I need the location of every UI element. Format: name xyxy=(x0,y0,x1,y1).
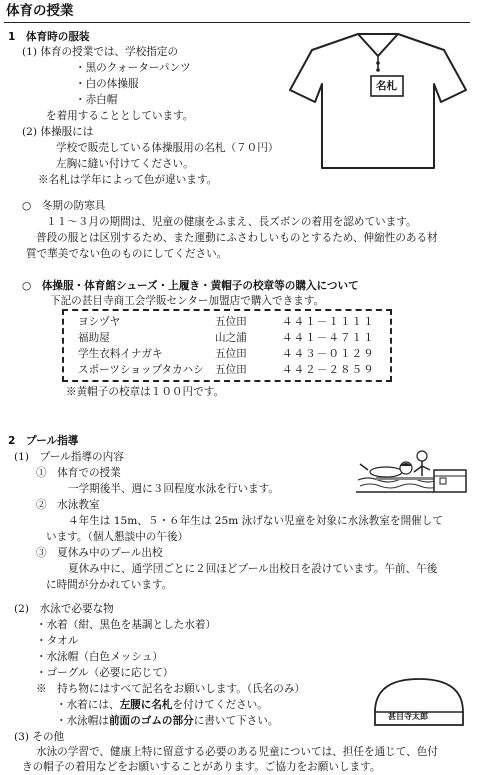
pool-class-text: 一学期後半、週に３回程度水泳を行います。 xyxy=(68,483,280,495)
instruction-text: ・水泳帽は xyxy=(56,715,109,727)
shop-phone: ４４２－２８５９ xyxy=(282,364,375,376)
page-title: 体育の授業 xyxy=(6,3,74,19)
shop-area: 五位田 xyxy=(215,364,247,376)
swim-school-line1: ４年生は 15m、５・６年生は 25m 泳げない児童を対象に水泳教室を開催して xyxy=(68,515,443,527)
swim-items-heading: (2) 水泳で必要な物 xyxy=(14,603,114,615)
winter-line3: 質で華美でない色のものにしてください。 xyxy=(26,248,228,260)
section1-note: ※名札は学年によって色が違います。 xyxy=(38,174,218,186)
winter-heading: ○ 冬期の防寒具 xyxy=(22,200,106,212)
other-heading: (3) その他 xyxy=(14,731,65,743)
swim-school-line2: います。（個人懇談中の午後） xyxy=(46,531,189,543)
purchase-intro: 下記の甚目寺商工会学販センター加盟店で購入できます。 xyxy=(50,295,325,307)
instruction-emphasis: 前面のゴムの部分 xyxy=(108,715,194,727)
clothing-black-pants: ・黒のクォーターパンツ xyxy=(75,62,191,74)
shop-name: スポーツショップタカハシ xyxy=(78,364,204,376)
clothing-white-shirt: ・白の体操服 xyxy=(75,78,139,90)
tshirt-illustration xyxy=(286,30,470,170)
shop-phone: ４４３－０１２９ xyxy=(282,348,375,360)
shop-name: 学生衣料イナガキ xyxy=(78,348,163,360)
shop-name: ヨシヅヤ xyxy=(78,316,121,328)
swim-cap-name-label: 甚目寺太郎 xyxy=(388,712,428,721)
instruction-text: ・水着には、 xyxy=(56,699,120,711)
instruction-text: を付けてください。 xyxy=(172,699,268,711)
other-line2: きの帽子の着用などをお願いすることがあります。ご協力をお願いします。 xyxy=(22,761,381,773)
shop-area: 五位田 xyxy=(215,316,247,328)
shop-area: 五位田 xyxy=(215,348,247,360)
pool-class-heading: ① 体育での授業 xyxy=(36,467,121,479)
shop-phone: ４４１－４７１１ xyxy=(282,332,375,344)
section1-item2-line2: 左胸に縫い付けてください。 xyxy=(56,158,194,170)
instruction-text: に書いて下さい。 xyxy=(193,715,279,727)
instruction-emphasis: 左腰に名札 xyxy=(119,699,173,711)
section1-heading: 1 体育時の服装 xyxy=(8,31,90,43)
name-tag-label: 名札 xyxy=(376,80,397,92)
clothing-red-white-cap: ・赤白帽 xyxy=(75,94,118,106)
summer-pool-line1: 夏休み中に、通学団ごとに２回ほどプール出校日を設けています。午前、午後 xyxy=(68,563,438,575)
swim-item-towel: ・タオル xyxy=(36,635,79,647)
swim-school-heading: ② 水泳教室 xyxy=(36,499,100,511)
summer-pool-line2: に時間が分かれています。 xyxy=(46,579,173,591)
shop-area: 山之浦 xyxy=(215,332,247,344)
swim-item-cap: ・水泳帽（白色メッシュ） xyxy=(36,651,163,663)
pool-item1: (1) プール指導の内容 xyxy=(14,451,124,463)
swim-item-goggles: ・ゴーグル（必要に応じて） xyxy=(36,667,174,679)
section1-item2-line1: 学校で販売している体操服用の名札（７０円） xyxy=(56,142,279,154)
swimsuit-name-instruction xyxy=(56,698,268,712)
section1-item2: (2) 体操服には xyxy=(22,126,94,138)
swim-item-swimsuit: ・水着（紺、黒色を基調とした水着） xyxy=(36,619,217,631)
winter-line1: １１～３月の期間は、児童の健康をふまえ、長ズボンの着用を認めています。 xyxy=(46,216,417,228)
section1-item1-end: を着用することとしています。 xyxy=(46,110,194,122)
summer-pool-heading: ③ 夏休み中のプール出校 xyxy=(36,547,163,559)
title-underline xyxy=(4,22,470,23)
swim-items-note: ※ 持ち物にはすべて記名をお願いします。（氏名のみ） xyxy=(36,683,306,695)
cap-name-instruction xyxy=(56,714,278,728)
section2-heading: 2 プール指導 xyxy=(8,435,79,447)
winter-line2: 普段の服とは区別するため、また運動にふさわしいものとするため、伸縮性のある材 xyxy=(36,232,438,244)
other-line1: 水泳の学習で、健康上特に留意する必要のある児童については、担任を通じて、色付 xyxy=(36,746,438,758)
shop-name: 福助屋 xyxy=(78,332,110,344)
swimming-illustration xyxy=(356,446,468,496)
purchase-heading: ○ 体操服・体育館シューズ・上履き・黄帽子の校章等の購入について xyxy=(22,280,359,292)
section1-item1: (1) 体育の授業では、学校指定の xyxy=(22,46,179,58)
shop-phone: ４４１－１１１１ xyxy=(282,316,375,328)
purchase-note: ※黄帽子の校章は１００円です。 xyxy=(66,386,225,398)
